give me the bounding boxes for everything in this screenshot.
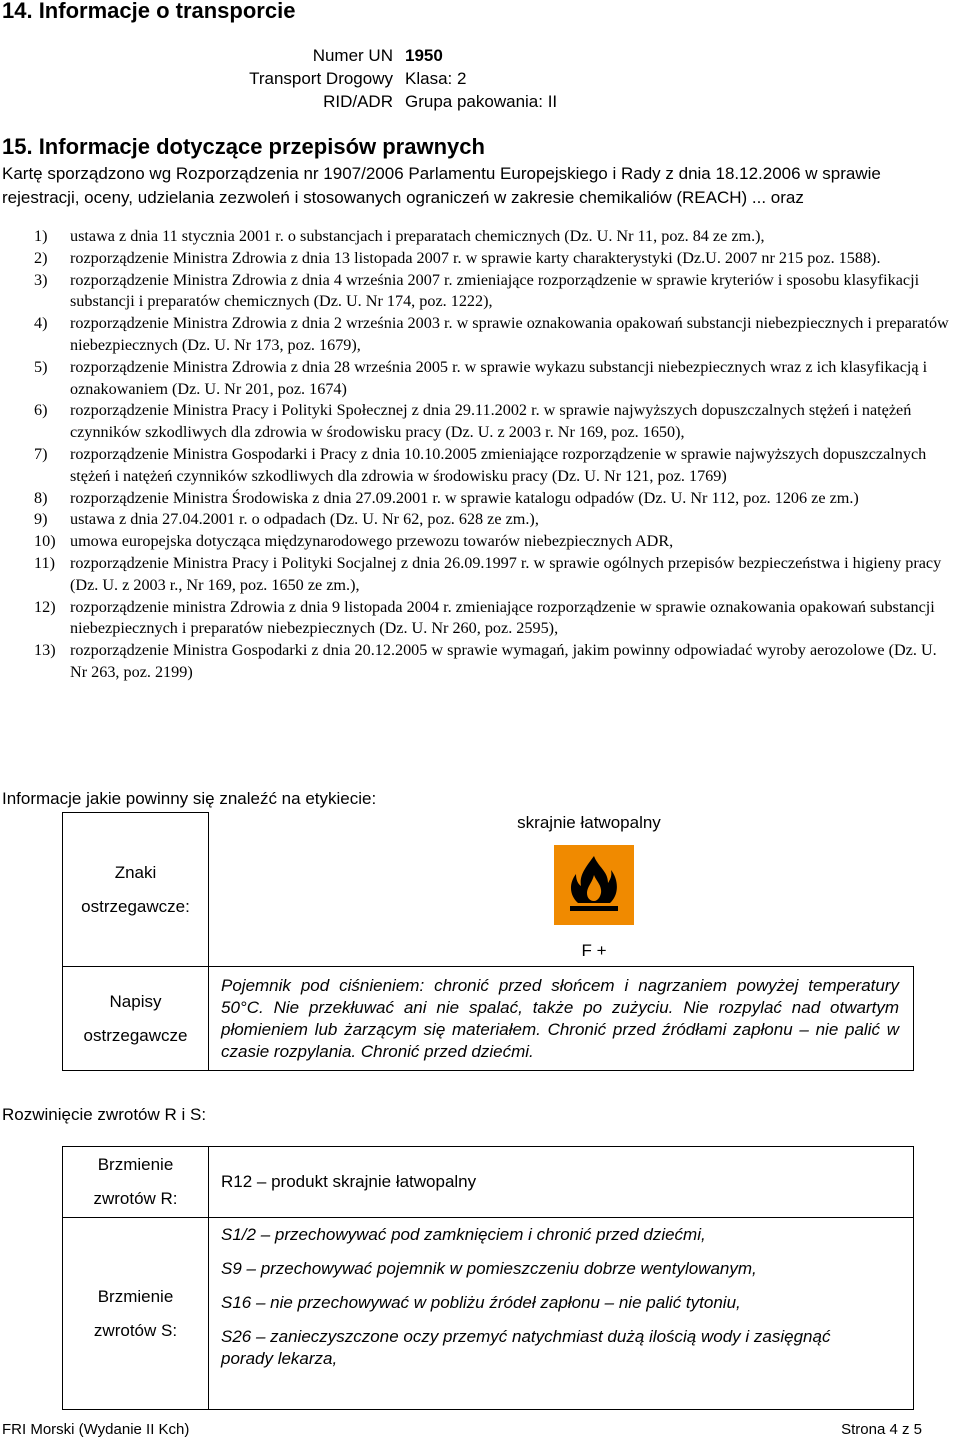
regulation-number: 11) [34,553,55,572]
regulation-text: rozporządzenie Ministra Pracy i Polityki Socjalnej z dnia 26.09.1997 r. w sprawie ogólnych przepisów bezpieczeństwa i higieny pracy (Dz. U. z 2003 r., Nr 169, poz. 1650 ze zm.), [70,553,942,594]
regulation-number: 12) [34,597,56,616]
rs-table [62,1146,914,1410]
label-info-heading: Informacje jakie powinny się znaleźć na etykiecie: [2,789,377,808]
regulation-number: 1) [34,227,48,245]
regulation-text: rozporządzenie Ministra Zdrowia z dnia 13 listopada 2007 r. w sprawie karty charakterystyki (Dz.U. 2007 nr 215 poz. 1588). [70,248,881,267]
hazard-code: F + [581,940,607,960]
s-label-line: Brzmienie [97,1286,174,1306]
regulation-text: rozporządzenie Ministra Gospodarki i Pracy z dnia 10.10.2005 zmieniające rozporządzenie w sprawie najwyższych dopuszczalnych stężeń i natężeń czynników szkodliwych dla zdrowia w środowisku pracy (Dz. U. Nr 121, poz. 1769) [70,444,927,485]
signs-label-line: ostrzegawcze: [81,896,190,916]
regulation-text: ustawa z dnia 11 stycznia 2001 r. o substancjach i preparatach chemicznych (Dz. U. Nr 11, poz. 84 ze zm.), [70,227,765,245]
regulation-number: 9) [34,510,48,529]
signs-label [63,813,209,967]
footer-left: FRI Morski (Wydanie II Kch) [2,1421,190,1438]
section-15-title: 15. Informacje dotyczące przepisów prawnych [2,134,485,159]
transport-value: 1950 [405,46,443,65]
regulation-number: 10) [34,532,56,551]
regulation-text: rozporządzenie Ministra Środowiska z dnia 27.09.2001 r. w sprawie katalogu odpadów (Dz. U. Nr 112, poz. 1206 ze zm.) [70,488,859,507]
signs-cell [209,813,914,967]
regulation-text: ustawa z dnia 27.04.2001 r. o odpadach (Dz. U. Nr 62, poz. 628 ze zm.), [70,510,539,529]
section-14-title: 14. Informacje o transporcie [2,0,296,23]
regulation-item [0,531,960,553]
s-label [63,1218,209,1410]
transport-info [200,44,557,113]
warning-phrases: Pojemnik pod ciśnieniem: chronić przed słońcem i nagrzaniem powyżej temperatury 50°C. Nie przekłuwać ani nie spalać, także po zużyciu. Nie rozpylać nad otwartym płomieniem lub żarzącym się materiałem. Chronić przed źródłami zapłonu – nie palić w czasie rozpylania. Chronić przed dziećmi. [209,967,914,1071]
regulation-text: rozporządzenie Ministra Zdrowia z dnia 28 września 2005 r. w sprawie wykazu substancji niebezpiecznych wraz z ich klasyfikacją i oznakowaniem (Dz. U. Nr 201, poz. 1674) [70,357,928,398]
r-label [63,1147,209,1218]
s-phrases [209,1218,914,1410]
regulation-item [0,270,960,314]
transport-value: Klasa: 2 [405,69,467,88]
flame-pictogram-icon [554,845,634,925]
transport-row [200,90,557,113]
transport-label: Numer UN [312,46,393,65]
regulation-item [0,248,960,270]
footer-page-number: Strona 4 z 5 [841,1421,922,1438]
regulation-item [0,357,960,401]
hazard-title: skrajnie łatwopalny [517,812,661,832]
transport-label: Transport Drogowy [249,69,393,88]
s-phrase: S16 – nie przechowywać w pobliżu źródeł zapłonu – nie palić tytoniu, [221,1293,741,1312]
regulation-number: 7) [34,444,48,463]
phrases-label-line: Napisy [109,991,162,1011]
regulation-number: 8) [34,488,48,507]
regulation-item [0,400,960,444]
regulation-item [0,597,960,641]
regulation-item [0,553,960,597]
r-phrase: R12 – produkt skrajnie łatwopalny [209,1147,914,1218]
transport-value: Grupa pakowania: II [405,92,558,111]
regulation-number: 2) [34,248,48,267]
regulation-item [0,509,960,531]
phrases-label-line: ostrzegawcze [83,1025,188,1045]
regulation-text: umowa europejska dotycząca międzynarodowego przewozu towarów niebezpiecznych ADR, [70,532,674,551]
regulation-item [0,640,960,684]
regulation-text: rozporządzenie Ministra Gospodarki z dnia 20.12.2005 w sprawie wymagań, jakim powinny odpowiadać wyroby aerozolowe (Dz. U. Nr 263, poz. 2199) [70,641,937,681]
transport-row [200,67,557,90]
s-label-line: zwrotów S: [93,1320,178,1340]
phrases-label [63,967,209,1071]
regulation-intro: Kartę sporządzono wg Rozporządzenia nr 1907/2006 Parlamentu Europejskiego i Rady z dnia 18.12.2006 w sprawie rejestracji, oceny, udzielania zezwoleń i stosowanych ograniczeń w zakresie chemikaliów (REACH) ... oraz [2,164,881,207]
signs-label-line: Znaki [114,862,157,882]
s-phrase: S9 – przechowywać pojemnik w pomieszczeniu dobrze wentylowanym, [221,1259,757,1278]
regulation-text: rozporządzenie Ministra Pracy i Polityki Społecznej z dnia 29.11.2002 r. w sprawie najwyższych dopuszczalnych stężeń i natężeń czynników szkodliwych dla zdrowia w środowisku pracy (Dz. U. z 2003 r. Nr 169, poz. 1650), [70,401,912,442]
r-label-line: Brzmienie [97,1155,174,1174]
regulation-text: rozporządzenie Ministra Zdrowia z dnia 2 września 2003 r. w sprawie oznakowania opakowań substancji niebezpiecznych i preparatów niebezpiecznych (Dz. U. Nr 173, poz. 1679), [70,314,949,354]
regulation-number: 4) [34,314,48,333]
regulation-item [0,444,960,488]
regulation-number: 6) [34,401,48,420]
s-phrase: S1/2 – przechowywać pod zamknięciem i chronić przed dziećmi, [221,1225,706,1244]
regulation-number: 5) [34,357,48,376]
regulation-text: rozporządzenie Ministra Zdrowia z dnia 4 września 2007 r. zmieniające rozporządzenie w sprawie kryteriów i sposobu klasyfikacji substancji i preparatów chemicznych (Dz. U. Nr 174, poz. 1222), [70,270,920,311]
rs-heading: Rozwinięcie zwrotów R i S: [2,1105,207,1124]
r-label-line: zwrotów R: [93,1189,178,1208]
regulation-number: 13) [34,641,56,660]
transport-row [200,44,557,67]
regulation-text: rozporządzenie ministra Zdrowia z dnia 9 listopada 2004 r. zmieniające rozporządzenie w sprawie oznakowania opakowań substancji niebezpiecznych i preparatów niebezpiecznych (Dz. U. Nr 260, poz. 2595), [70,597,935,638]
regulation-item [0,488,960,510]
s-phrase: S26 – zanieczyszczone oczy przemyć natychmiast dużą ilością wody i zasięgnąć porady lekarza, [221,1327,831,1368]
regulations-list [0,226,960,684]
regulation-number: 3) [34,270,48,289]
regulation-item [0,226,960,248]
regulation-item [0,313,960,357]
label-table [62,812,914,1071]
transport-label: RID/ADR [323,92,393,111]
